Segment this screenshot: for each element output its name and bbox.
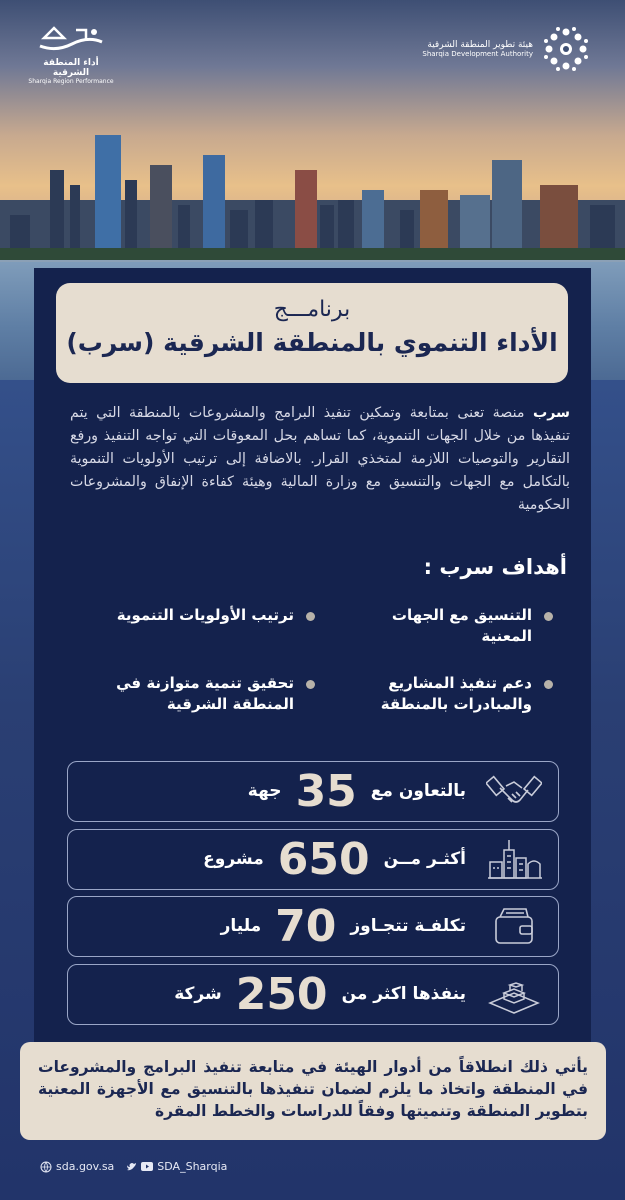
page-title: الأداء التنموي بالمنطقة الشرقية (سرب) <box>66 328 558 357</box>
stat-number: 70 <box>275 900 337 952</box>
title-box <box>56 283 568 383</box>
stat-number: 650 <box>277 833 370 885</box>
youtube-icon <box>141 1162 153 1171</box>
stat-suffix: مليار <box>220 916 262 936</box>
stat-row-partners <box>67 761 559 822</box>
bottom-statement: يأتي ذلك انطلاقاً من أدوار الهيئة في متابعة تنفيذ البرامج والمشروعات في المنطقة واتخاذ ما يلزم لضمان تنفيذها بالتنسيق مع الأجهزة المعنية بتطوير المنطقة وتنميتها وفقاً للدراسات والخطط المقرة <box>20 1042 606 1140</box>
goal-item <box>85 673 315 715</box>
wallet-icon <box>486 903 542 951</box>
bullet-icon <box>306 680 315 689</box>
sda-emblem-icon <box>541 24 591 74</box>
sarb-logo-mark-icon <box>36 22 106 58</box>
website-text: sda.gov.sa <box>56 1160 115 1173</box>
stat-prefix: أكثـر مــن <box>383 849 466 869</box>
stat-row-companies <box>67 964 559 1025</box>
goal-text: ترتيب الأولويات التنموية <box>116 606 294 624</box>
bullet-icon <box>544 612 553 621</box>
stat-suffix: جهة <box>247 781 282 801</box>
footer <box>40 1160 227 1173</box>
social-handle[interactable] <box>126 1160 227 1173</box>
handshake-icon <box>486 768 542 816</box>
title-program: برنامـــج <box>273 297 351 322</box>
bullet-icon <box>544 680 553 689</box>
intro-text: منصة تعنى بمتابعة وتمكين تنفيذ البرامج والمشروعات بالمنطقة التي يتم تنفيذها من خلال الجهات التنموية، كما تساهم بحل المعوقات التي تواجه التنفيذ ورفع التقارير والتوصيات اللازمة لمتخذي القرار. بالاضافة إلى ترتيب الأولويات التنموية بالتكامل مع الجهات والتنسيق مع وزارة المالية وهيئة كفاءة الإنفاق والمشروعات الحكومية <box>70 405 570 513</box>
goal-item <box>388 605 553 647</box>
stat-row-projects <box>67 829 559 890</box>
social-text: SDA_Sharqia <box>157 1160 228 1173</box>
twitter-icon <box>126 1162 137 1172</box>
goal-item <box>353 673 553 715</box>
goals-heading: أهداف سرب : <box>423 555 567 579</box>
bullet-icon <box>306 612 315 621</box>
right-logo-arabic: هيئة تطوير المنطقة الشرقية <box>427 40 533 50</box>
goal-text: التنسيق مع الجهات المعنية <box>391 606 532 645</box>
stat-suffix: شركة <box>174 984 222 1004</box>
stat-number: 250 <box>235 968 328 1020</box>
left-logo-arabic: أداء المنطقة الشرقية <box>43 58 99 78</box>
city-skyline-image <box>0 120 625 280</box>
sharqia-performance-logo <box>26 22 116 85</box>
goal-item <box>85 605 315 626</box>
globe-icon <box>40 1161 52 1173</box>
stat-suffix: مشروع <box>203 849 264 869</box>
stat-number: 35 <box>295 765 357 817</box>
stat-row-cost <box>67 896 559 957</box>
stat-prefix: تكلفـة تتجـاوز <box>350 916 466 936</box>
city-buildings-icon <box>486 836 542 884</box>
intro-lead: سرب <box>532 405 570 421</box>
goal-text: دعم تنفيذ المشاريع والمبادرات بالمنطقة <box>380 674 532 713</box>
stat-prefix: ينفذها اكثر من <box>341 984 466 1004</box>
stat-prefix: بالتعاون مع <box>370 781 466 801</box>
left-logo-english: Sharqia Region Performance <box>28 78 114 85</box>
intro-paragraph <box>70 402 570 517</box>
goal-text: تحقيق تنمية متوازنة في المنطقة الشرقية <box>116 674 294 713</box>
blocks-plan-icon <box>486 971 542 1019</box>
website-link[interactable] <box>40 1160 114 1173</box>
sda-logo <box>422 24 591 74</box>
right-logo-english: Sharqia Development Authority <box>422 50 533 58</box>
